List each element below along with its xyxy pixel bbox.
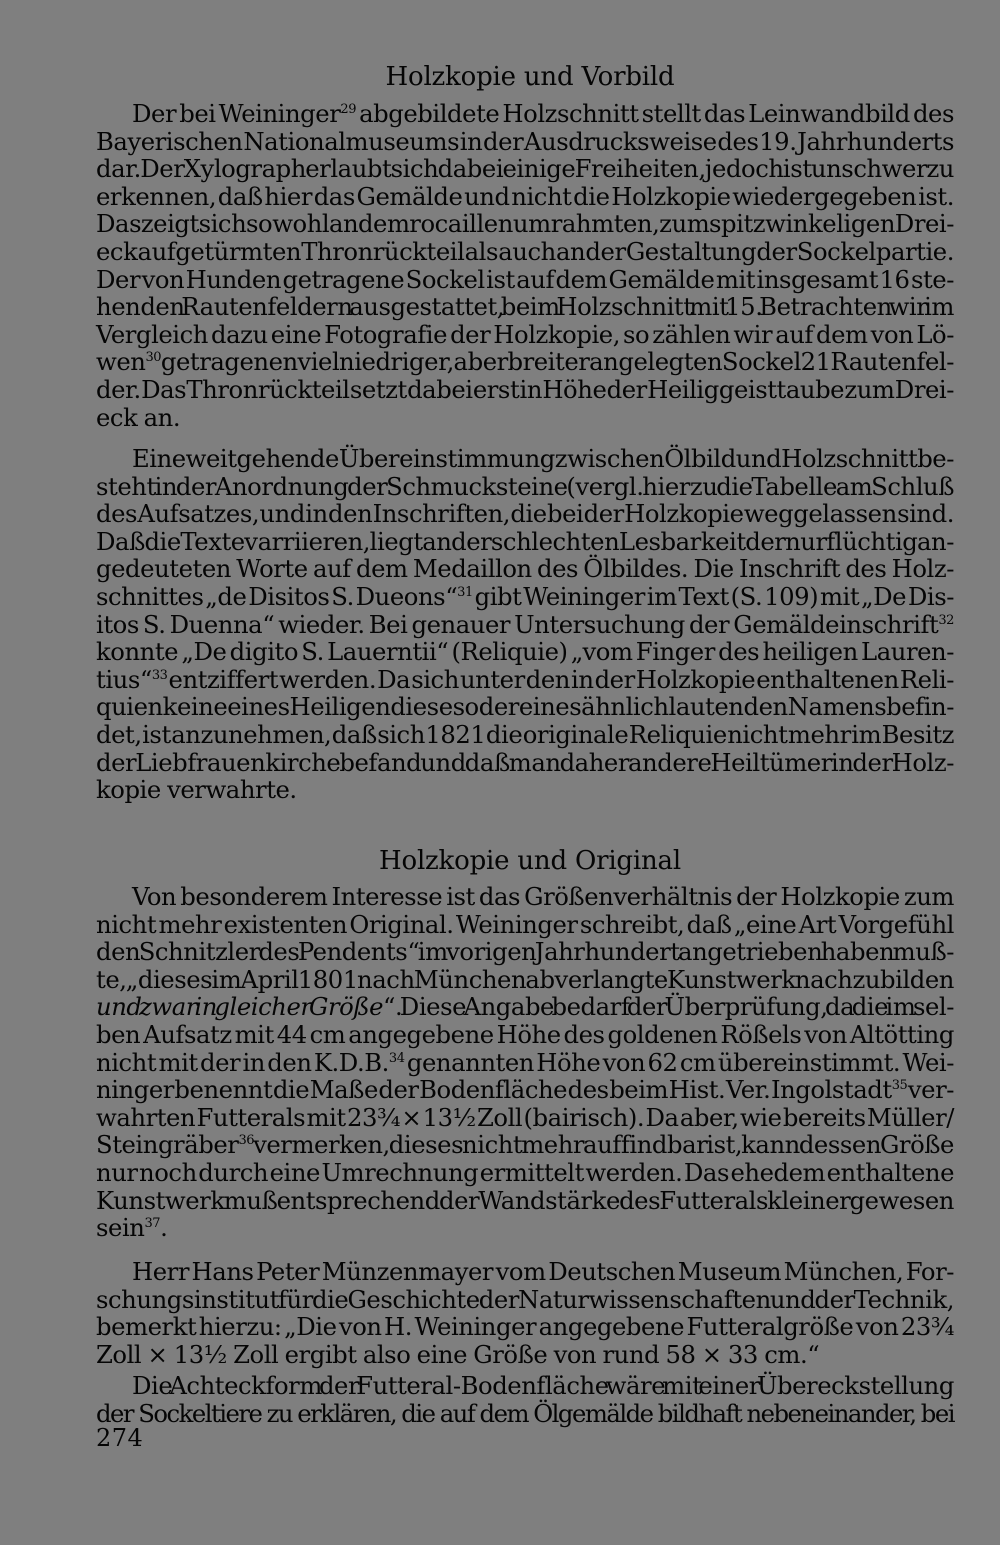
- text-line: Kunstwerk muß entsprechend der Wandstärke des Futterals kleiner gewesen: [96, 1185, 954, 1215]
- text-line: henden Rautenfeldern ausgestattet, beim Holzschnitt mit 15. Betrachten wir im: [96, 292, 954, 322]
- text-line: kopie verwahrte.: [96, 775, 297, 805]
- section-heading-original: Holzkopie und Original: [379, 846, 681, 876]
- text-line: quien keine eines Heiligen dieses oder eines ähnlich lautenden Namens befin-: [96, 692, 954, 722]
- text-line: sein$^{37}$.: [96, 1213, 168, 1243]
- text-line: Der bei Weininger$^{29}$ abgebildete Holzschnitt stellt das Leinwandbild des: [132, 99, 954, 128]
- page-number: 274: [96, 1424, 144, 1452]
- paragraph-5: [96, 1372, 954, 1427]
- text-line: des Aufsatzes, und in den Inschriften, die bei der Holzkopie weggelassen sind.: [96, 499, 954, 529]
- text-line: Von besonderem Interesse ist das Größenverhältnis der Holzkopie zum: [132, 882, 954, 911]
- text-line: der Sockeltiere zu erklären, die auf dem Ölgemälde bildhaft nebeneinander, bei: [96, 1398, 954, 1428]
- text-line: Der von Hunden getragene Sockel ist auf dem Gemälde mit insgesamt 16 ste-: [96, 264, 954, 294]
- text-line: tius“$^{33}$ entziffert werden. Da sich unter den in der Holzkopie enthaltenen Reli-: [96, 664, 954, 694]
- text-line: Herr Hans Peter Münzenmayer vom Deutschen Museum München, For-: [132, 1257, 954, 1286]
- text-line: schungsinstitut für die Geschichte der Naturwissenschaften und der Technik,: [96, 1284, 954, 1314]
- text-line: eck an.: [96, 402, 181, 432]
- text-line: nur noch durch eine Umrechnung ermittelt werden. Das ehedem enthaltene: [96, 1157, 954, 1187]
- text-line: der Liebfrauenkirche befand und daß man daher andere Heiltümer in der Holz-: [96, 747, 954, 777]
- text-line: det, ist anzunehmen, daß sich 1821 die originale Reliquie nicht mehr im Besitz: [96, 719, 954, 749]
- text-line: konnte „De digito S. Lauerntii“ (Reliquie) „vom Finger des heiligen Lauren-: [96, 637, 954, 667]
- text-line: ninger benennt die Maße der Bodenfläche des beim Hist. Ver. Ingolstadt$^{35}$ ver-: [96, 1075, 954, 1105]
- paragraph-4: [96, 1258, 954, 1368]
- text-line: Steingräber$^{36}$ vermerken, dieses nicht mehr auffindbar ist, kann dessen Größe: [96, 1130, 954, 1160]
- paragraph-1: [96, 100, 954, 431]
- text-line: Eine weitgehende Übereinstimmung zwischen Ölbild und Holzschnitt be-: [132, 444, 954, 473]
- text-line: der. Das Thronrückteil setzt dabei erst in Höhe der Heiliggeisttaube zum Drei-: [96, 374, 954, 404]
- text-line: den Schnitzler des Pendents“ im vorigen Jahrhundert angetrieben haben muß-: [96, 937, 954, 967]
- text-line: itos S. Duenna“ wieder. Bei genauer Untersuchung der Gemäldeinschrift$^{32}$: [96, 609, 954, 639]
- paragraph-2: [96, 445, 954, 804]
- text-line: ben Aufsatz mit 44 cm angegebene Höhe des goldenen Rößels von Altötting: [96, 1019, 954, 1049]
- text-line: erkennen, daß hier das Gemälde und nicht die Holzkopie wiedergegeben ist.: [96, 181, 954, 211]
- text-line: nicht mit der in den K.D.B.$^{34}$ genannten Höhe von 62 cm übereinstimmt. Wei-: [96, 1047, 954, 1077]
- section-heading-vorbild: Holzkopie und Vorbild: [385, 62, 675, 92]
- text-line: nicht mehr existenten Original. Weininger schreibt, daß „eine Art Vorgefühl: [96, 909, 954, 939]
- text-line: und zwar in gleicher Größe“. Diese Angabe bedarf der Überprüfung, da die im sel-: [96, 992, 954, 1022]
- text-line: Vergleich dazu eine Fotografie der Holzkopie, so zählen wir auf dem von Lö-: [96, 319, 954, 349]
- text-line: eck aufgetürmten Thronrückteil als auch an der Gestaltung der Sockelpartie.: [96, 236, 954, 266]
- text-line: Die Achteckform der Futteral-Bodenfläche wäre mit einer Übereckstellung: [132, 1371, 954, 1400]
- text-line: dar. Der Xylograph erlaubt sich dabei einige Freiheiten, jedoch ist unschwer zu: [96, 154, 954, 184]
- text-line: Daß die Texte varriieren, liegt an der schlechten Lesbarkeit der nur flüchtig an-: [96, 526, 954, 556]
- paragraph-3: [96, 883, 954, 1242]
- text-line: Zoll × 13½ Zoll ergibt also eine Größe von rund 58 × 33 cm.“: [96, 1339, 820, 1369]
- text-line: schnittes „de Disitos S. Dueons“$^{31}$ gibt Weininger im Text (S. 109) mit „De Dis-: [96, 581, 954, 611]
- text-line: Bayerischen Nationalmuseums in der Ausdrucksweise des 19. Jahrhunderts: [96, 126, 954, 156]
- text-line: Das zeigt sich sowohl an dem rocaillenumrahmten, zum spitzwinkeligen Drei-: [96, 209, 954, 239]
- text-line: te, „dieses im April 1801 nach München abverlangte Kunstwerk nachzubilden: [96, 964, 954, 994]
- text-line: gedeuteten Worte auf dem Medaillon des Ölbildes. Die Inschrift des Holz-: [96, 554, 954, 584]
- text-line: wen$^{30}$ getragenen viel niedriger, aber breiter angelegten Sockel 21 Rautenfel-: [96, 347, 954, 377]
- text-line: bemerkt hierzu: „Die von H. Weininger angegebene Futteralgröße von 23¾: [96, 1312, 954, 1342]
- text-line: wahrten Futterals mit 23¾ × 13½ Zoll (bairisch). Da aber, wie bereits Müller/: [96, 1102, 954, 1132]
- text-line: steht in der Anordnung der Schmucksteine (vergl. hierzu die Tabelle am Schluß: [96, 471, 954, 501]
